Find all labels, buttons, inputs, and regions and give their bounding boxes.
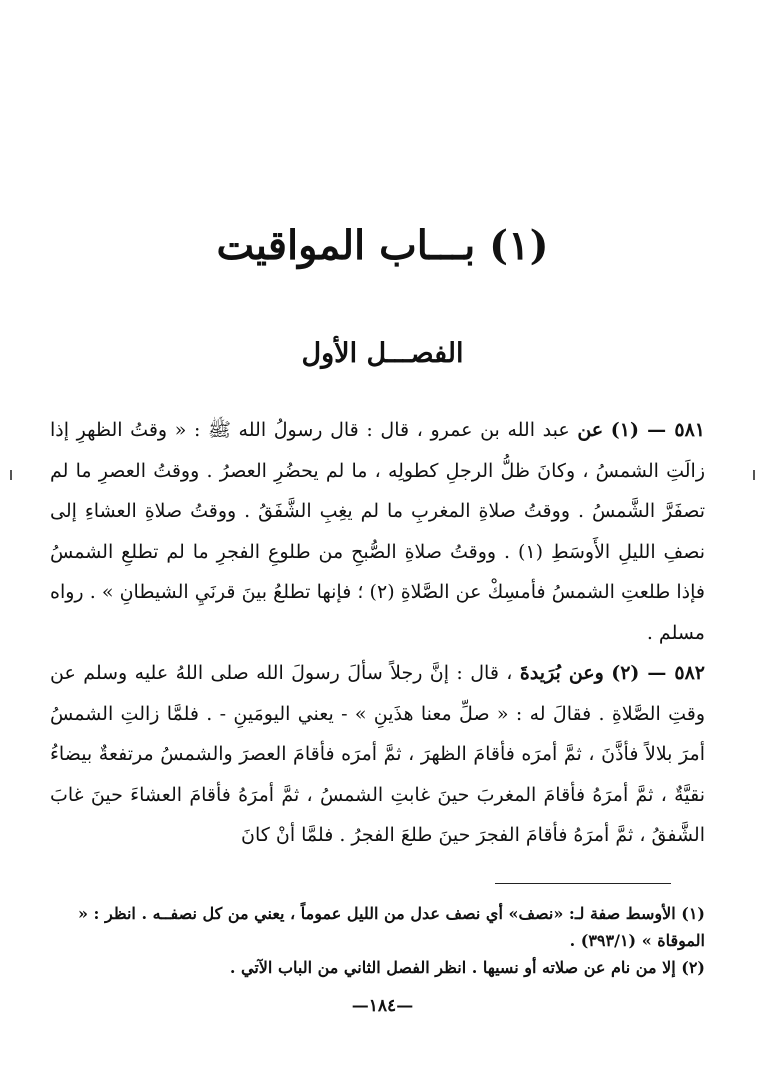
footnote-divider (495, 883, 671, 884)
hadith-581-number: ٥٨١ — (١) (610, 419, 706, 441)
footnotes (50, 900, 705, 981)
hadith-582 (50, 653, 705, 856)
footnote-1: (١) الأوسط صفة لـ: «نصف» أي نصف عدل من الليل عموماً ، يعني من كل نصفــه . انظر : « الموقاة » (٣٩٣/١) . (77, 904, 705, 950)
section-title: الفصـــل الأول (301, 338, 464, 369)
footnote-2: (٢) إلا من نام عن صلاته أو نسيها . انظر الفصل الثاني من الباب الآتي . (229, 958, 705, 977)
hadith-582-narrator: وعن بُرَيدةَ (519, 662, 604, 684)
right-edge-mark (753, 470, 755, 480)
hadith-582-text: ، قال : إنَّ رجلاً سألَ رسولَ الله صلى اللهُ عليه وسلم عن وقتِ الصَّلاةِ . فقالَ له : « صلِّ معنا هذَينِ » - يعني اليومَينِ - . فلمَّا زالتِ الشمسُ أمرَ بلالاً فأذَّنَ ، ثمَّ أمرَه فأقامَ الظهرَ ، ثمَّ أمرَه فأقامَ العصرَ والشمسُ مرتفعةٌ بيضاءُ نقيَّةٌ ، ثمَّ أمرَهُ فأقامَ المغربَ حينَ غابتِ الشمسُ ، ثمَّ أمرَهُ فأقامَ العشاءَ حينَ غابَ الشَّفقُ ، ثمَّ أمرَهُ فأقامَ الفجرَ حينَ طلعَ الفجرُ . فلمَّا أنْ كانَ (50, 662, 705, 846)
hadith-581-narrator: عن (577, 419, 604, 441)
hadith-581-text: عبد الله بن عمرو ، قال : قال رسولُ الله ﷺ : « وقتُ الظهرِ إذا زالَتِ الشمسُ ، وكانَ ظلُّ الرجلِ كطولِه ، ما لم يحضُرِ العصرُ . ووقتُ العصرِ ما لم تصفَرَّ الشَّمسُ . ووقتُ صلاةِ المغربِ ما لم يغِبِ الشَّفَقُ . ووقتُ صلاةِ العشاءِ إلى نصفِ الليلِ الأَوسَطِ (١) . ووقتُ صلاةِ الصُّبحِ من طلوعِ الفجرِ ما لم تطلعِ الشمسُ فإذا طلعتِ الشمسُ فأمسِكْ عن الصَّلاةِ (٢) ؛ فإنها تطلعُ بينَ قرنَيِ الشيطانِ » . رواه مسلم . (50, 419, 705, 644)
page-number: —١٨٤— (351, 996, 414, 1016)
hadith-581 (50, 410, 705, 653)
hadith-582-number: ٥٨٢ — (٢) (611, 662, 705, 684)
chapter-title: (١) بـــاب المواقيت (216, 222, 549, 269)
main-text (50, 410, 705, 856)
left-edge-mark (10, 470, 12, 480)
